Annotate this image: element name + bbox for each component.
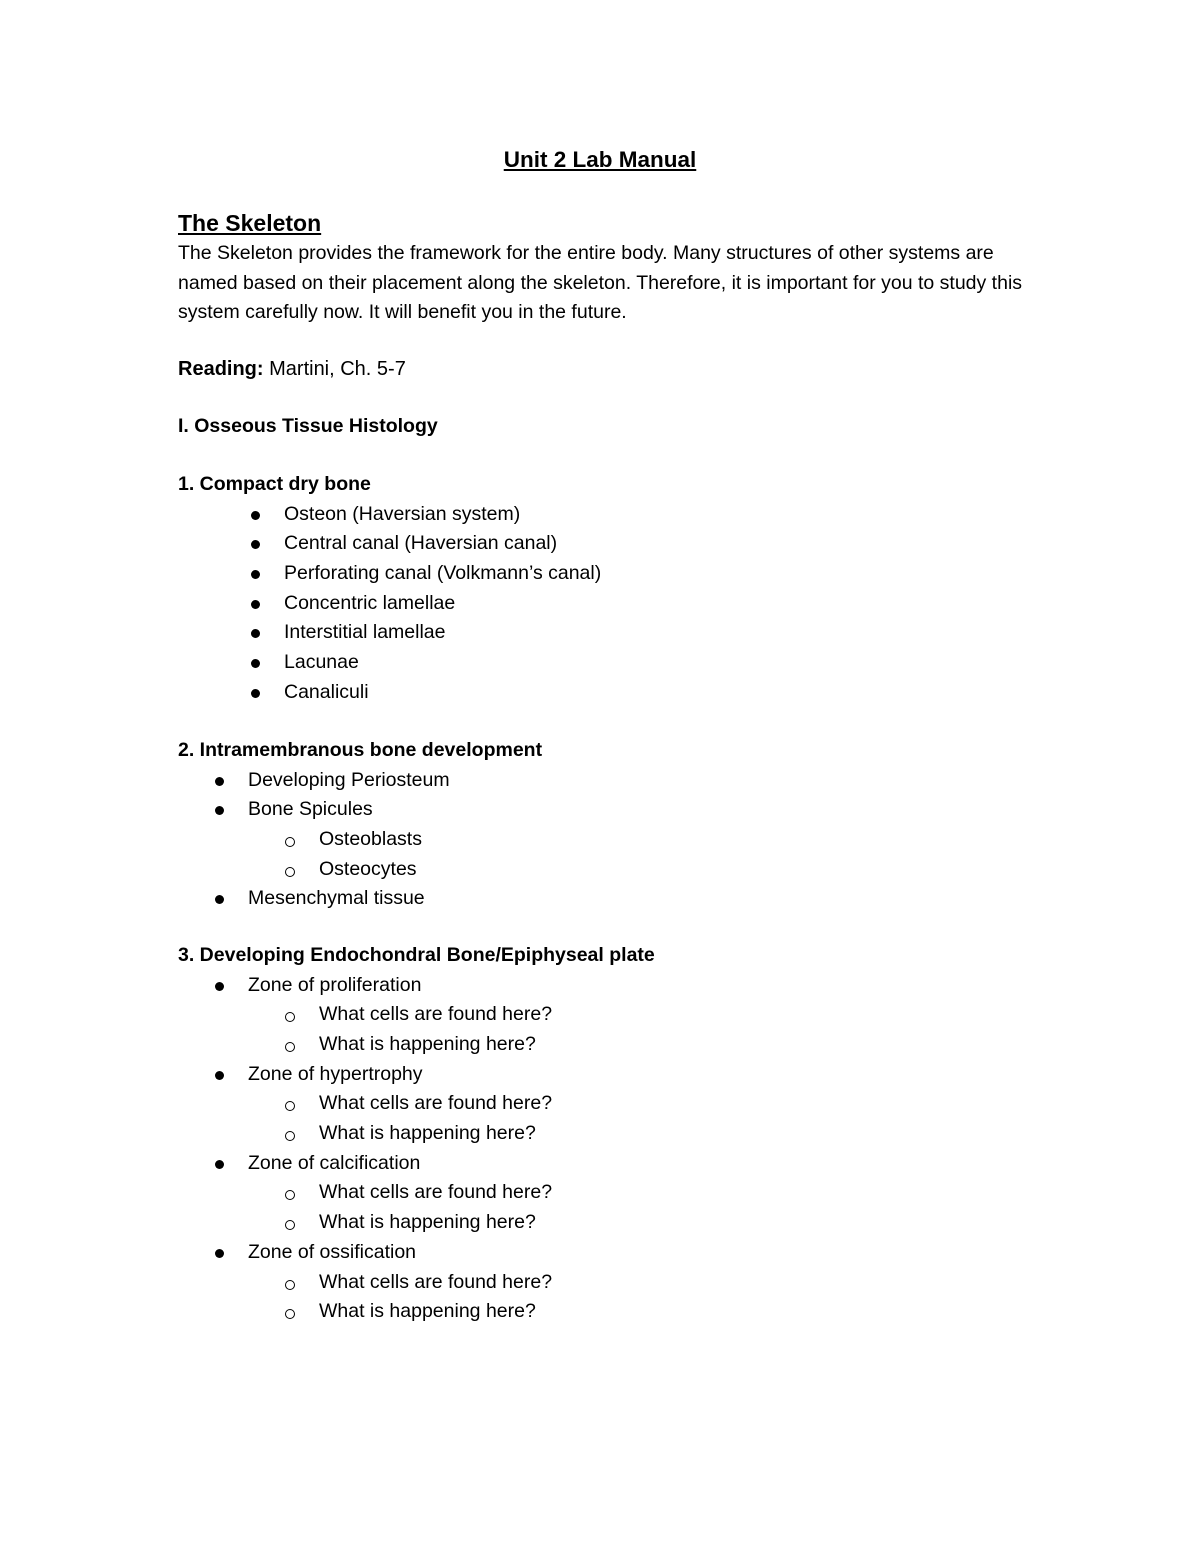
bullet-icon <box>251 600 260 609</box>
intro-paragraph: The Skeleton provides the framework for the entire body. Many structures of other systems are named based on their placement along the skeleton. Therefore, it is important for you to study this system carefully now. It will benefit you in the future. <box>178 242 1023 323</box>
zone-list <box>178 1238 655 1268</box>
bullet-icon <box>251 629 260 638</box>
bullet-icon <box>251 540 260 549</box>
sub-list-item: What is happening here? <box>178 1030 655 1060</box>
sub-list-item: What cells are found here? <box>178 1089 655 1119</box>
sub-list-item: What cells are found here? <box>178 1268 655 1298</box>
zone-sublist <box>178 1268 655 1327</box>
document-title: Unit 2 Lab Manual <box>503 147 697 172</box>
zone-sublist <box>178 1000 655 1059</box>
circle-bullet-icon <box>285 1190 295 1200</box>
bullet-icon <box>215 895 224 904</box>
list-item: Lacunae <box>178 648 601 678</box>
reading-line <box>178 355 406 385</box>
bullet-icon <box>215 1249 224 1258</box>
section-heading: The Skeleton <box>178 210 322 236</box>
list-item: Mesenchymal tissue <box>178 884 542 914</box>
sub-list-item: What is happening here? <box>178 1119 655 1149</box>
sub-list-item: Osteocytes <box>178 855 542 885</box>
bullet-icon <box>251 570 260 579</box>
zone-list <box>178 1060 655 1090</box>
part-heading: I. Osseous Tissue Histology <box>178 415 438 437</box>
bullet-icon <box>215 806 224 815</box>
sub-list-item: What cells are found here? <box>178 1178 655 1208</box>
circle-bullet-icon <box>285 1131 295 1141</box>
zone-list <box>178 1149 655 1179</box>
circle-bullet-icon <box>285 1220 295 1230</box>
bullet-icon <box>251 689 260 698</box>
list-item: Central canal (Haversian canal) <box>178 529 601 559</box>
section-compact-bone <box>178 470 601 707</box>
section-endochondral <box>178 941 655 1327</box>
circle-bullet-icon <box>285 837 295 847</box>
bullet-icon <box>215 1071 224 1080</box>
compact-bone-list <box>178 500 601 708</box>
list-item: Zone of calcification <box>178 1149 655 1179</box>
sub-list-item: What is happening here? <box>178 1208 655 1238</box>
section-heading-intramembranous: 2. Intramembranous bone development <box>178 739 543 761</box>
bullet-icon <box>251 659 260 668</box>
intramembranous-list-continued <box>178 884 542 914</box>
list-item: Zone of proliferation <box>178 971 655 1001</box>
reading-value: Martini, Ch. 5-7 <box>263 358 406 380</box>
list-item: Canaliculi <box>178 678 601 708</box>
list-item: Bone Spicules <box>178 795 542 825</box>
zone-list <box>178 971 655 1001</box>
bullet-icon <box>215 1160 224 1169</box>
bullet-icon <box>215 777 224 786</box>
list-item: Developing Periosteum <box>178 766 542 796</box>
circle-bullet-icon <box>285 867 295 877</box>
section-heading-endochondral: 3. Developing Endochondral Bone/Epiphyseal plate <box>178 944 655 966</box>
sub-list-item: Osteoblasts <box>178 825 542 855</box>
list-item: Perforating canal (Volkmann’s canal) <box>178 559 601 589</box>
sub-list-item: What is happening here? <box>178 1297 655 1327</box>
circle-bullet-icon <box>285 1280 295 1290</box>
sub-list-item: What cells are found here? <box>178 1000 655 1030</box>
list-item: Interstitial lamellae <box>178 618 601 648</box>
list-item: Concentric lamellae <box>178 589 601 619</box>
circle-bullet-icon <box>285 1042 295 1052</box>
list-item: Osteon (Haversian system) <box>178 500 601 530</box>
circle-bullet-icon <box>285 1309 295 1319</box>
list-item: Zone of ossification <box>178 1238 655 1268</box>
intramembranous-list <box>178 766 542 825</box>
spicules-sublist <box>178 825 542 884</box>
reading-label: Reading: <box>178 358 264 380</box>
circle-bullet-icon <box>285 1101 295 1111</box>
bullet-icon <box>215 982 224 991</box>
list-item: Zone of hypertrophy <box>178 1060 655 1090</box>
section-intramembranous <box>178 736 542 914</box>
bullet-icon <box>251 511 260 520</box>
zone-sublist <box>178 1178 655 1237</box>
circle-bullet-icon <box>285 1012 295 1022</box>
section-heading-compact-bone: 1. Compact dry bone <box>178 473 371 495</box>
zone-sublist <box>178 1089 655 1148</box>
